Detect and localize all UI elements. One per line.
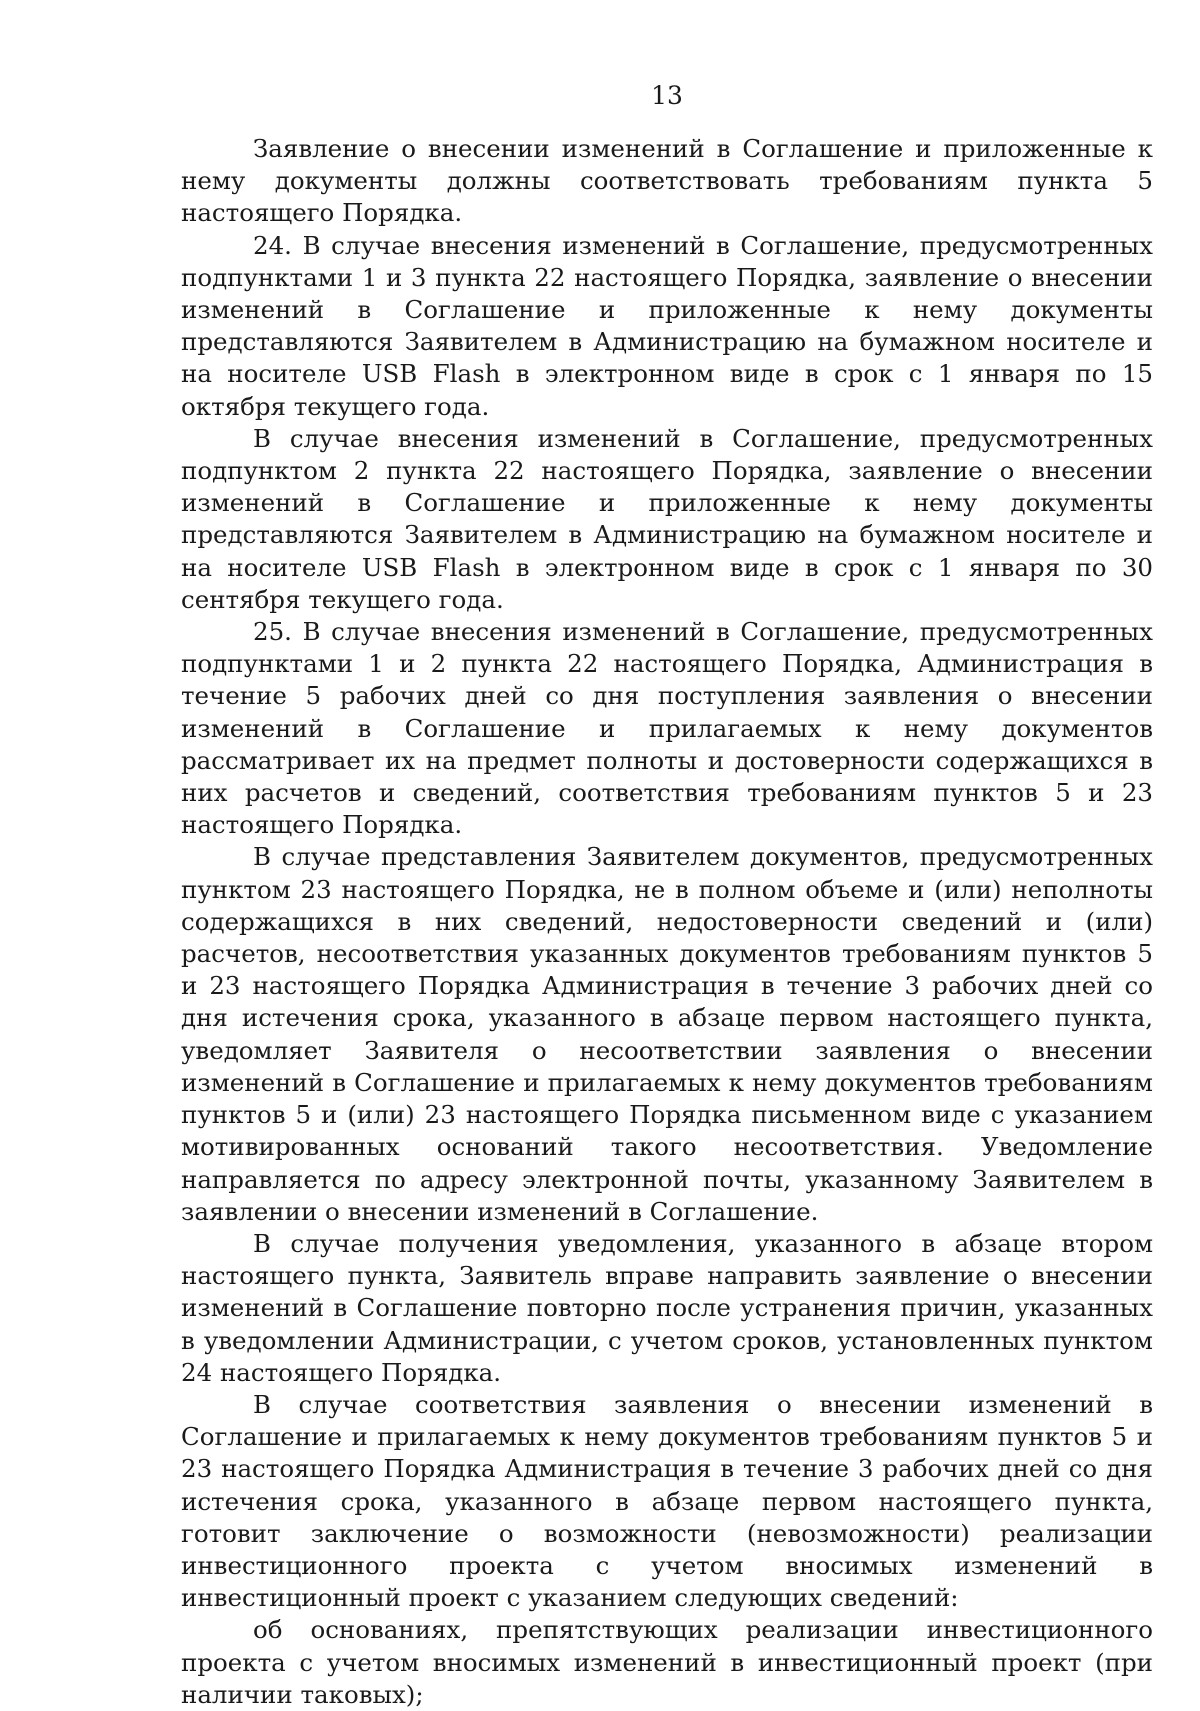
page-number: 13: [651, 81, 683, 110]
paragraph-clause-24: 24. В случае внесения изменений в Соглашение, предусмотренных подпунктами 1 и 3 пункта 22 настоящего Порядка, заявление о внесении изменений в Соглашение и приложенные к нему документы представляются Заявителем в Администрацию на бумажном носителе и на носителе USB Flash в электронном виде в срок с 1 января по 15 октября текущего года.: [181, 230, 1153, 421]
document-body: [181, 133, 1153, 1711]
paragraph-application-requirements: Заявление о внесении изменений в Соглашение и приложенные к нему документы должны соответствовать требованиям пункта 5 настоящего Порядка.: [181, 134, 1153, 228]
paragraph-clause-25-conclusion: В случае соответствия заявления о внесении изменений в Соглашение и прилагаемых к нему документов требованиям пунктов 5 и 23 настоящего Порядка Администрация в течение 3 рабочих дней со дня истечения срока, указанного в абзаце первом настоящего пункта, готовит заключение о возможности (невозможности) реализации инвестиционного проекта с учетом вносимых изменений в инвестиционный проект с указанием следующих сведений:: [181, 1389, 1153, 1613]
paragraph-clause-24-second: В случае внесения изменений в Соглашение, предусмотренных подпунктом 2 пункта 22 настоящего Порядка, заявление о внесении изменений в Соглашение и приложенные к нему документы представляются Заявителем в Администрацию на бумажном носителе и на носителе USB Flash в электронном виде в срок с 1 января по 30 сентября текущего года.: [181, 423, 1153, 614]
paragraph-clause-25-resubmit: В случае получения уведомления, указанного в абзаце втором настоящего пункта, Заявитель вправе направить заявление о внесении изменений в Соглашение повторно после устранения причин, указанных в уведомлении Администрации, с учетом сроков, установленных пунктом 24 настоящего Порядка.: [181, 1228, 1153, 1387]
paragraph-clause-25-incomplete: В случае представления Заявителем документов, предусмотренных пунктом 23 настоящего Порядка, не в полном объеме и (или) неполноты содержащихся в них сведений, недостоверности сведений и (или) расчетов, несоответствия указанных документов требованиям пунктов 5 и 23 настоящего Порядка Администрация в течение 3 рабочих дней со дня истечения срока, указанного в абзаце первом настоящего пункта, уведомляет Заявителя о несоответствии заявления о внесении изменений в Соглашение и прилагаемых к нему документов требованиям пунктов 5 и (или) 23 настоящего Порядка письменном виде с указанием мотивированных оснований такого несоответствия. Уведомление направляется по адресу электронной почты, указанному Заявителем в заявлении о внесении изменений в Соглашение.: [181, 842, 1153, 1226]
paragraph-clause-25-grounds: об основаниях, препятствующих реализации инвестиционного проекта с учетом вносимых изменений в инвестиционный проект (при наличии таковых);: [181, 1615, 1153, 1709]
paragraph-clause-25: 25. В случае внесения изменений в Соглашение, предусмотренных подпунктами 1 и 2 пункта 22 настоящего Порядка, Администрация в течение 5 рабочих дней со дня поступления заявления о внесении изменений в Соглашение и прилагаемых к нему документов рассматривает их на предмет полноты и достоверности содержащихся в них расчетов и сведений, соответствия требованиям пунктов 5 и 23 настоящего Порядка.: [181, 617, 1153, 840]
